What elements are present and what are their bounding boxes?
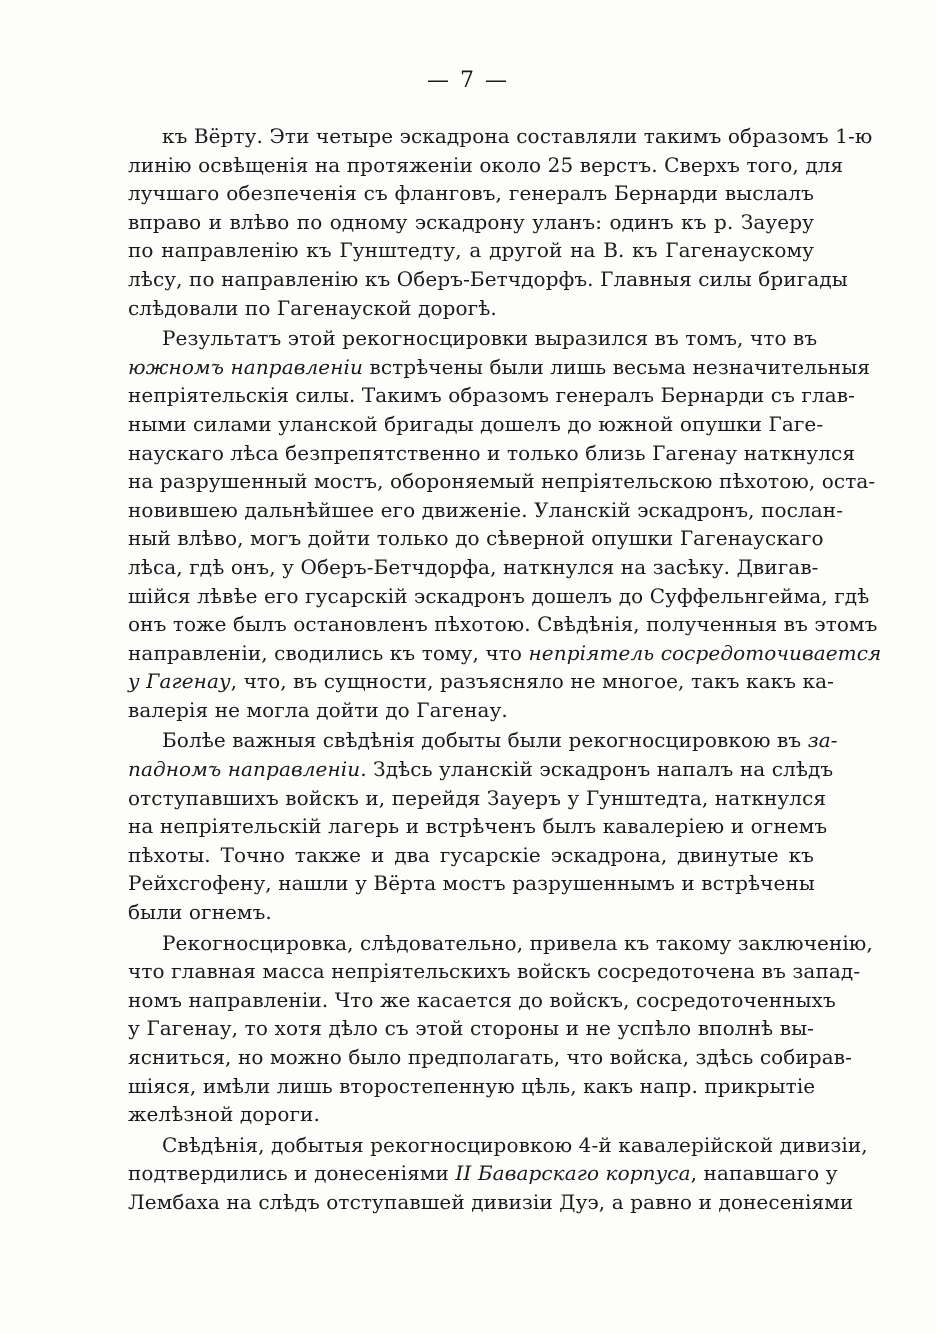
text-run: отступавшихъ войскъ и, перейдя Зауеръ у Гунштедта, наткнулся [128, 785, 827, 810]
text-line [128, 755, 834, 784]
text-run: шійся лѣвѣе его гусарскій эскадронъ дошелъ до Суффельнгейма, гдѣ [128, 583, 870, 608]
text-line [128, 496, 844, 525]
text-run: . Здѣсь уланскій эскадронъ напалъ на слѣдъ [360, 757, 834, 782]
text-line [128, 1131, 868, 1160]
text-run: ясниться, но можно было предполагать, что войска, здѣсь собирав- [128, 1045, 852, 1069]
text-line [128, 582, 870, 611]
italic-text: II Баварскаго корпуса [455, 1161, 691, 1186]
text-line [128, 812, 828, 841]
text-run: , напавшаго у [690, 1161, 838, 1186]
text-run: что главная масса непріятельскихъ войскъ сосредоточена въ запад- [128, 959, 861, 984]
italic-text: южномъ направленіи [128, 354, 363, 379]
text-run: Свѣдѣнія, добытыя рекогносцировкою 4-й кавалерійской дивизіи, [162, 1132, 868, 1157]
text-run: лучшаго обезпеченія съ фланговъ, генералъ Бернарди выслалъ [128, 181, 814, 206]
paragraph [128, 929, 873, 1129]
text-line [128, 957, 861, 986]
text-line [128, 869, 814, 898]
text-run: онъ тоже былъ остановленъ пѣхотою. Свѣдѣнія, полученныя въ этомъ [128, 612, 878, 637]
text-run: подтвердились и донесеніями [128, 1161, 456, 1186]
text-line [128, 294, 814, 323]
text-run: желѣзной дороги. [128, 1102, 320, 1127]
text-run: новившею дальнѣйшее его движеніе. Уланскій эскадронъ, послан- [128, 497, 844, 522]
text-run: къ Вёрту. Эти четыре эскадрона составляли такимъ образомъ 1-ю [162, 124, 873, 148]
italic-text: падномъ направленіи [128, 757, 361, 782]
text-line [128, 667, 835, 696]
text-line [128, 1159, 838, 1188]
text-line [128, 524, 824, 553]
text-run: по направленію къ Гунштедту, а другой на В. къ Гагенаускому [128, 238, 814, 263]
italic-text: за- [807, 728, 838, 753]
text-run: встрѣчены были лишь весьма незначительныя [363, 354, 871, 379]
text-line [128, 841, 814, 870]
text-run: линію освѣщенія на протяженіи около 25 верстъ. Сверхъ того, для [128, 152, 844, 177]
text-line [128, 898, 814, 927]
text-line [128, 1014, 814, 1043]
text-line [128, 610, 878, 639]
paragraph [128, 1131, 868, 1217]
text-run: непріятельскія силы. Такимъ образомъ генералъ Бернарди съ глав- [128, 383, 855, 408]
text-line [128, 208, 814, 237]
text-line [128, 696, 814, 725]
paragraph [128, 122, 873, 322]
text-run: на непріятельскій лагерь и встрѣченъ былъ кавалеріею и огнемъ [128, 814, 828, 839]
paragraph [128, 726, 838, 926]
text-run: вправо и влѣво по одному эскадрону уланъ: одинъ къ р. Зауеру [128, 209, 814, 234]
text-line [128, 381, 855, 410]
text-line [128, 784, 827, 813]
text-run: слѣдовали по Гагенауской дорогѣ. [128, 295, 497, 320]
text-run: , что, въ сущности, разъясняло не многое, такъ какъ ка- [230, 669, 835, 694]
text-run: пѣхоты. Точно также и два гусарскіе эскадрона, двинутые къ [128, 842, 814, 867]
text-run: Лембаха на слѣдъ отступавшей дивизіи Дуэ, а равно и донесеніями [128, 1189, 854, 1214]
text-line [128, 726, 838, 755]
text-line [128, 122, 873, 151]
text-run: Рекогносцировка, слѣдовательно, привела къ такому заключенію, [162, 930, 873, 955]
text-run: Рейхсгофену, нашли у Вёрта мостъ разрушеннымъ и встрѣчены [128, 871, 815, 896]
text-line [128, 1043, 852, 1072]
page-number: — 7 — [427, 68, 509, 93]
text-line [128, 439, 856, 468]
text-line [128, 151, 844, 180]
text-line [128, 236, 814, 265]
text-run: ными силами уланской бригады дошелъ до южной опушки Гаге- [128, 411, 824, 436]
text-line [128, 553, 819, 582]
text-run: Результатъ этой рекогносцировки выразился въ томъ, что въ [162, 326, 818, 351]
text-line [128, 1188, 854, 1217]
text-run: наускаго лѣса безпрепятственно и только близь Гагенау наткнулся [128, 440, 856, 465]
body-text [128, 122, 882, 1217]
text-line [128, 324, 818, 353]
text-line [128, 639, 882, 668]
text-line [128, 1100, 814, 1129]
text-run: на разрушенный мостъ, обороняемый непріятельскою пѣхотою, оста- [128, 469, 876, 494]
paragraph [128, 324, 882, 724]
text-line [128, 1072, 814, 1101]
text-line [128, 467, 876, 496]
text-run: ный влѣво, могъ дойти только до сѣверной опушки Гагенаускаго [128, 526, 824, 551]
text-line [128, 353, 871, 382]
text-run: лѣса, гдѣ онъ, у Оберъ-Бетчдорфа, наткнулся на засѣку. Двигав- [128, 554, 819, 579]
text-line [128, 179, 814, 208]
text-run: направленіи, сводились къ тому, что [128, 640, 529, 665]
italic-text: непріятель сосредоточивается [528, 640, 882, 665]
text-run: лѣсу, по направленію къ Оберъ-Бетчдорфъ. Главныя силы бригады [128, 266, 848, 291]
text-line [128, 265, 848, 294]
text-run: Болѣе важныя свѣдѣнія добыты были рекогносцировкою въ [162, 728, 808, 753]
text-line [128, 410, 824, 439]
text-run: у Гагенау, то хотя дѣло съ этой стороны и не успѣло вполнѣ вы- [128, 1016, 814, 1041]
text-line [128, 986, 836, 1015]
text-run: валерія не могла дойти до Гагенау. [128, 697, 508, 722]
text-line [128, 929, 873, 958]
text-run: шіяся, имѣли лишь второстепенную цѣль, какъ напр. прикрытіе [128, 1073, 816, 1098]
text-run: были огнемъ. [128, 900, 272, 925]
italic-text: у Гагенау [128, 669, 231, 694]
text-run: номъ направленіи. Что же касается до войскъ, сосредоточенныхъ [128, 987, 836, 1012]
